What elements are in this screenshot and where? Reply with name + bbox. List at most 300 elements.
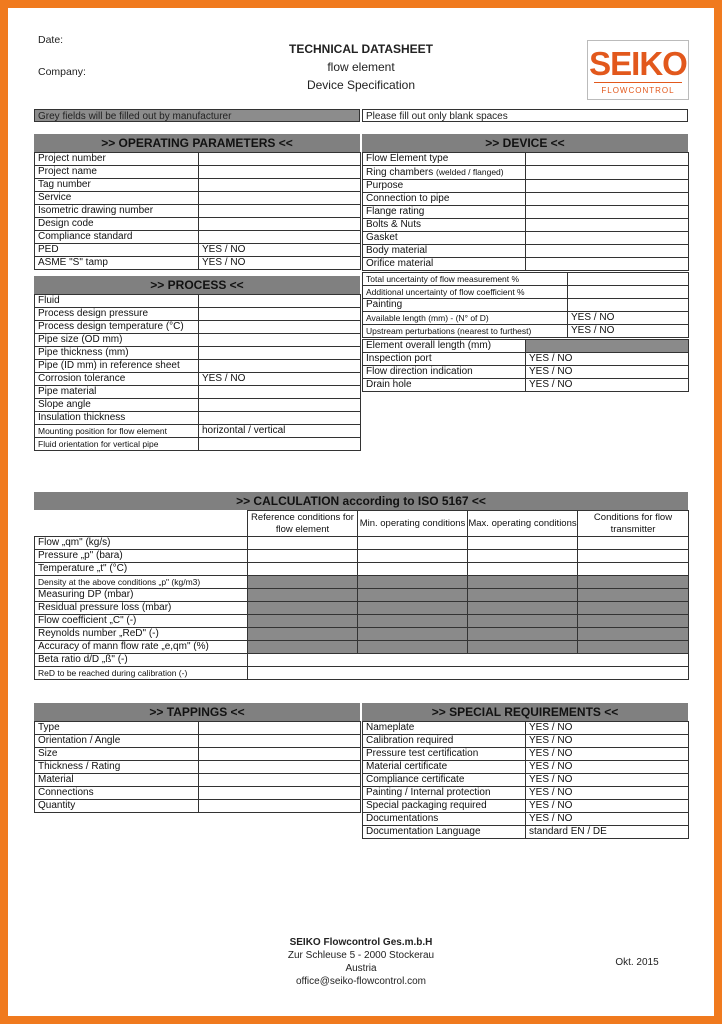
- calc-value-field: [248, 641, 358, 654]
- special-table: [362, 721, 689, 839]
- row-label: [35, 257, 199, 270]
- row-value-field[interactable]: [199, 347, 361, 360]
- tappings-section-title: >> TAPPINGS <<: [34, 703, 360, 721]
- calc-value-field: [358, 615, 468, 628]
- row-label: [363, 245, 526, 258]
- company-label: Company:: [38, 66, 86, 78]
- row-label-text: Isometric drawing number: [38, 205, 154, 216]
- table-row: [35, 295, 361, 308]
- calculation-section-title: >> CALCULATION according to ISO 5167 <<: [34, 492, 688, 510]
- row-label-text: Process design pressure: [38, 308, 149, 319]
- row-label-text: Corrosion tolerance: [38, 373, 126, 384]
- calc-row-label: Reynolds number „ReD" (-): [35, 628, 248, 641]
- page-title: TECHNICAL DATASHEET: [289, 42, 433, 56]
- table-row: [35, 615, 689, 628]
- row-label-text: Purpose: [366, 180, 404, 191]
- calc-column-header: Reference conditions for flow element: [248, 511, 358, 537]
- calc-value-field: [578, 615, 689, 628]
- row-label: [363, 325, 568, 338]
- row-label: [363, 340, 526, 353]
- table-row: [363, 353, 689, 366]
- table-row: [35, 425, 361, 438]
- process-table: [34, 294, 361, 451]
- row-value-field[interactable]: YES / NO: [526, 787, 689, 800]
- calc-column-header: Max. operating conditions: [468, 511, 578, 537]
- row-label-text: Body material: [366, 245, 428, 256]
- table-row: [35, 373, 361, 386]
- table-row: [363, 206, 689, 219]
- calc-value-field: [248, 589, 358, 602]
- row-label: [35, 438, 199, 451]
- table-row: [363, 166, 689, 180]
- row-value-field[interactable]: YES / NO: [526, 379, 689, 392]
- footer-country: Austria: [345, 963, 377, 974]
- row-label: [363, 180, 526, 193]
- row-label: [35, 360, 199, 373]
- row-value-field[interactable]: [199, 166, 361, 179]
- table-row: [363, 232, 689, 245]
- row-value-field[interactable]: [199, 735, 361, 748]
- row-label-text: Total uncertainty of flow measurement %: [366, 274, 520, 284]
- table-row: [35, 748, 361, 761]
- grey-fields-note: Grey fields will be filled out by manufacturer: [34, 109, 360, 122]
- row-value-field[interactable]: YES / NO: [526, 735, 689, 748]
- table-row: [35, 218, 361, 231]
- calc-value-field[interactable]: [248, 667, 689, 680]
- row-label-text: Painting / Internal protection: [366, 787, 491, 798]
- calc-value-field: [358, 602, 468, 615]
- table-row: [363, 325, 689, 338]
- row-label: [363, 153, 526, 166]
- row-label: [35, 218, 199, 231]
- row-label: [363, 219, 526, 232]
- row-label-text: Project name: [38, 166, 97, 177]
- calc-row-label: Density at the above conditions „p" (kg/m3): [35, 576, 248, 589]
- table-row: [363, 219, 689, 232]
- row-label-text: Design code: [38, 218, 94, 229]
- table-row: [35, 192, 361, 205]
- row-label: [35, 192, 199, 205]
- row-label: [363, 286, 568, 299]
- row-value-field[interactable]: [199, 192, 361, 205]
- row-label: [363, 258, 526, 271]
- table-row: [35, 735, 361, 748]
- row-label: [363, 735, 526, 748]
- row-value-field[interactable]: YES / NO: [526, 800, 689, 813]
- table-row: [35, 321, 361, 334]
- table-row: [363, 800, 689, 813]
- row-value-field[interactable]: [526, 153, 689, 166]
- table-row: [363, 286, 689, 299]
- table-row: [363, 761, 689, 774]
- row-value-field[interactable]: YES / NO: [526, 774, 689, 787]
- row-label-text: Material certificate: [366, 761, 448, 772]
- row-label: [363, 722, 526, 735]
- table-row: [35, 537, 689, 550]
- table-row: [363, 787, 689, 800]
- calc-value-field[interactable]: [358, 537, 468, 550]
- table-row: [363, 366, 689, 379]
- table-row: [35, 800, 361, 813]
- row-label-text: Size: [38, 748, 58, 759]
- row-value-field[interactable]: [199, 386, 361, 399]
- row-label-text: Process design temperature (°C): [38, 321, 184, 332]
- device-table-a: [362, 152, 689, 271]
- row-label-text: Quantity: [38, 800, 76, 811]
- row-value-field[interactable]: [199, 787, 361, 800]
- table-row: [35, 641, 689, 654]
- row-label: [363, 787, 526, 800]
- row-value-field[interactable]: [199, 761, 361, 774]
- row-label-text: Drain hole: [366, 379, 412, 390]
- row-label: [35, 153, 199, 166]
- row-label: [363, 813, 526, 826]
- table-row: [35, 308, 361, 321]
- table-row: [363, 813, 689, 826]
- row-label: [35, 347, 199, 360]
- operating-table: [34, 152, 361, 270]
- calc-row-label: Beta ratio d/D „ß" (-): [35, 654, 248, 667]
- device-section-title: >> DEVICE <<: [362, 134, 688, 152]
- row-label: [363, 826, 526, 839]
- row-label-text: Compliance certificate: [366, 774, 465, 785]
- row-label: [35, 179, 199, 192]
- row-label-text: Bolts & Nuts: [366, 219, 422, 230]
- table-row: [363, 153, 689, 166]
- row-value-field[interactable]: YES / NO: [568, 325, 689, 338]
- calc-row-label: Accuracy of mann flow rate „e,qm" (%): [35, 641, 248, 654]
- calc-row-label: Residual pressure loss (mbar): [35, 602, 248, 615]
- table-row: [35, 399, 361, 412]
- table-row: [35, 347, 361, 360]
- row-label-text: Orifice material: [366, 258, 434, 269]
- table-row: [35, 576, 689, 589]
- row-value-field[interactable]: YES / NO: [199, 373, 361, 386]
- row-label-text: Fluid: [38, 295, 60, 306]
- row-value-field[interactable]: [199, 399, 361, 412]
- row-value-field[interactable]: [526, 258, 689, 271]
- row-value-field[interactable]: [568, 299, 689, 312]
- calc-value-field: [248, 602, 358, 615]
- calculation-table: [34, 510, 689, 680]
- row-label-text: Element overall length (mm): [366, 340, 492, 351]
- row-label: [35, 373, 199, 386]
- row-label-text: Material: [38, 774, 74, 785]
- row-label-text: Flow Element type: [366, 153, 449, 164]
- row-label: [363, 748, 526, 761]
- table-row: [35, 205, 361, 218]
- row-label: [363, 774, 526, 787]
- calc-value-field: [358, 589, 468, 602]
- logo-divider: [594, 82, 682, 83]
- row-label: [35, 386, 199, 399]
- row-value-field[interactable]: YES / NO: [199, 244, 361, 257]
- table-row: [363, 180, 689, 193]
- row-label: [363, 761, 526, 774]
- row-label: [363, 800, 526, 813]
- row-label-text: Tag number: [38, 179, 91, 190]
- row-value-field[interactable]: horizontal / vertical: [199, 425, 361, 438]
- calc-value-field: [468, 628, 578, 641]
- calc-value-field: [578, 641, 689, 654]
- table-row: [35, 166, 361, 179]
- table-row: [35, 589, 689, 602]
- table-row: [35, 550, 689, 563]
- row-label: [35, 244, 199, 257]
- calc-header-blank: [35, 511, 248, 537]
- calc-value-field[interactable]: [578, 563, 689, 576]
- table-row: [35, 722, 361, 735]
- table-row: [35, 386, 361, 399]
- row-value-field[interactable]: YES / NO: [526, 761, 689, 774]
- row-value-field[interactable]: [199, 179, 361, 192]
- row-value-field[interactable]: [199, 321, 361, 334]
- row-label: [363, 353, 526, 366]
- row-label-text: Flow direction indication: [366, 366, 473, 377]
- calc-value-field[interactable]: [578, 537, 689, 550]
- row-value-field[interactable]: [199, 360, 361, 373]
- calc-row-label: Pressure „p" (bara): [35, 550, 248, 563]
- calc-value-field[interactable]: [358, 563, 468, 576]
- row-label-text: Project number: [38, 153, 106, 164]
- row-label: [35, 308, 199, 321]
- calc-value-field[interactable]: [248, 537, 358, 550]
- footer-email: office@seiko-flowcontrol.com: [295, 976, 426, 987]
- row-label-text: Inspection port: [366, 353, 432, 364]
- row-value-field[interactable]: [199, 295, 361, 308]
- row-label-text: Pipe thickness (mm): [38, 347, 129, 358]
- row-value-field[interactable]: [568, 286, 689, 299]
- table-row: [363, 748, 689, 761]
- row-label-text: Mounting position for flow element: [38, 426, 167, 436]
- calc-value-field[interactable]: [248, 550, 358, 563]
- calc-value-field: [358, 628, 468, 641]
- row-label: [35, 748, 199, 761]
- row-label: [35, 205, 199, 218]
- calc-row-label: Flow coefficient „C" (-): [35, 615, 248, 628]
- row-value-field[interactable]: [199, 774, 361, 787]
- logo-subtext: FLOWCONTROL: [601, 86, 675, 95]
- row-label: [35, 774, 199, 787]
- row-label-text: Flange rating: [366, 206, 425, 217]
- table-row: [35, 628, 689, 641]
- table-row: [35, 257, 361, 270]
- table-row: [35, 563, 689, 576]
- row-label: [35, 321, 199, 334]
- calc-value-field: [358, 576, 468, 589]
- process-section-title: >> PROCESS <<: [34, 276, 360, 294]
- table-row: [363, 379, 689, 392]
- table-row: [35, 334, 361, 347]
- row-label-text: Slope angle: [38, 399, 91, 410]
- calc-header-row: [35, 511, 689, 537]
- row-label-text: Documentations: [366, 813, 439, 824]
- row-label: [35, 722, 199, 735]
- row-label: [35, 787, 199, 800]
- row-value-field[interactable]: YES / NO: [526, 366, 689, 379]
- row-value-field[interactable]: [526, 219, 689, 232]
- calc-value-field: [468, 641, 578, 654]
- row-value-field[interactable]: [526, 206, 689, 219]
- row-label: [363, 193, 526, 206]
- calc-column-header: Min. operating conditions: [358, 511, 468, 537]
- row-value-field[interactable]: [199, 800, 361, 813]
- table-row: [35, 179, 361, 192]
- row-label: [35, 334, 199, 347]
- row-label-text: Nameplate: [366, 722, 415, 733]
- row-value-field[interactable]: [199, 412, 361, 425]
- calc-value-field: [248, 576, 358, 589]
- table-row: [35, 654, 689, 667]
- calc-value-field[interactable]: [468, 537, 578, 550]
- calc-value-field[interactable]: [248, 654, 689, 667]
- table-row: [363, 340, 689, 353]
- row-label-text: Calibration required: [366, 735, 454, 746]
- device-table-b: [362, 272, 689, 338]
- calc-value-field[interactable]: [578, 550, 689, 563]
- row-label-text: Additional uncertainty of flow coefficient %: [366, 287, 525, 297]
- row-label: [35, 800, 199, 813]
- row-label-text: Connection to pipe: [366, 193, 450, 204]
- row-value-field[interactable]: [526, 166, 689, 180]
- calc-row-label: Flow „qm" (kg/s): [35, 537, 248, 550]
- tappings-table: [34, 721, 361, 813]
- table-row: [35, 360, 361, 373]
- row-label-text: Compliance standard: [38, 231, 133, 242]
- calc-row-label: Measuring DP (mbar): [35, 589, 248, 602]
- row-label: [35, 425, 199, 438]
- table-row: [363, 826, 689, 839]
- row-value-field[interactable]: [199, 334, 361, 347]
- calc-value-field[interactable]: [248, 563, 358, 576]
- calc-value-field: [468, 602, 578, 615]
- row-value-field[interactable]: YES / NO: [526, 353, 689, 366]
- row-label-text: ASME "S" tamp: [38, 257, 108, 268]
- row-value-field[interactable]: [199, 438, 361, 451]
- row-label-text: Pipe material: [38, 386, 97, 397]
- footer-date: Okt. 2015: [615, 957, 659, 968]
- date-label: Date:: [38, 34, 64, 46]
- table-row: [363, 774, 689, 787]
- row-label-text: Documentation Language: [366, 826, 481, 837]
- table-row: [363, 258, 689, 271]
- calc-value-field: [468, 615, 578, 628]
- table-row: [35, 787, 361, 800]
- calc-value-field[interactable]: [468, 563, 578, 576]
- page-subtitle-2: Device Specification: [306, 78, 416, 92]
- row-label-text: Pressure test certification: [366, 748, 479, 759]
- row-value-field[interactable]: YES / NO: [526, 722, 689, 735]
- calc-column-header: Conditions for flow transmitter: [578, 511, 689, 537]
- row-label-text: Pipe size (OD mm): [38, 334, 123, 345]
- row-value-field[interactable]: [199, 153, 361, 166]
- table-row: [35, 667, 689, 680]
- row-label-text: Orientation / Angle: [38, 735, 121, 746]
- calc-value-field: [578, 628, 689, 641]
- row-value-field[interactable]: [526, 193, 689, 206]
- row-value-field[interactable]: [199, 308, 361, 321]
- device-table-c: [362, 339, 689, 392]
- table-row: [363, 312, 689, 325]
- calc-row-label: ReD to be reached during calibration (-): [35, 667, 248, 680]
- calc-value-field[interactable]: [358, 550, 468, 563]
- row-label: [363, 299, 568, 312]
- calc-value-field[interactable]: [468, 550, 578, 563]
- row-label-text: Service: [38, 192, 72, 203]
- row-value-field[interactable]: YES / NO: [568, 312, 689, 325]
- table-row: [35, 231, 361, 244]
- calc-value-field: [578, 589, 689, 602]
- row-label: [363, 366, 526, 379]
- row-label-text: Special packaging required: [366, 800, 487, 811]
- row-value-field[interactable]: [199, 218, 361, 231]
- table-row: [35, 761, 361, 774]
- row-value-field[interactable]: standard EN / DE: [526, 826, 689, 839]
- row-value-field[interactable]: [199, 231, 361, 244]
- table-row: [35, 412, 361, 425]
- calc-value-field: [248, 615, 358, 628]
- row-label: [35, 735, 199, 748]
- table-row: [35, 602, 689, 615]
- table-row: [363, 722, 689, 735]
- row-label-text: Insulation thickness: [38, 412, 126, 423]
- calc-value-field: [468, 589, 578, 602]
- row-label-text: Available length (mm) - (N° of D): [366, 313, 489, 323]
- row-value-field[interactable]: [199, 722, 361, 735]
- row-label: [363, 312, 568, 325]
- row-label: [363, 166, 526, 180]
- calc-value-field: [578, 602, 689, 615]
- row-label-text: Painting: [366, 299, 403, 310]
- row-value-field[interactable]: [526, 245, 689, 258]
- calc-value-field: [248, 628, 358, 641]
- row-value-field[interactable]: [526, 180, 689, 193]
- row-label-text: Type: [38, 722, 60, 733]
- row-label-text: Gasket: [366, 232, 398, 243]
- row-value-field[interactable]: YES / NO: [526, 748, 689, 761]
- row-value-field: [526, 340, 689, 353]
- calc-value-field: [358, 641, 468, 654]
- row-label-text: Fluid orientation for vertical pipe: [38, 439, 159, 449]
- row-label: [35, 412, 199, 425]
- calc-row-label: Temperature „t" (°C): [35, 563, 248, 576]
- row-label-text: Connections: [38, 787, 94, 798]
- row-label: [363, 206, 526, 219]
- table-row: [35, 244, 361, 257]
- row-value-field[interactable]: [199, 748, 361, 761]
- table-row: [363, 299, 689, 312]
- calc-value-field: [468, 576, 578, 589]
- calc-value-field: [578, 576, 689, 589]
- table-row: [35, 438, 361, 451]
- operating-section-title: >> OPERATING PARAMETERS <<: [34, 134, 360, 152]
- logo-text: SEIKO: [589, 45, 687, 82]
- footer-company: SEIKO Flowcontrol Ges.m.b.H: [289, 937, 433, 948]
- row-label-text: Pipe (ID mm) in reference sheet: [38, 360, 180, 371]
- table-row: [363, 193, 689, 206]
- row-label: [35, 295, 199, 308]
- table-row: [35, 153, 361, 166]
- row-value-field[interactable]: [526, 232, 689, 245]
- row-value-field[interactable]: YES / NO: [526, 813, 689, 826]
- table-row: [363, 735, 689, 748]
- row-value-field[interactable]: [199, 205, 361, 218]
- row-value-field[interactable]: [568, 273, 689, 286]
- row-value-field[interactable]: YES / NO: [199, 257, 361, 270]
- row-label: [363, 232, 526, 245]
- row-label: [35, 231, 199, 244]
- row-label: [363, 379, 526, 392]
